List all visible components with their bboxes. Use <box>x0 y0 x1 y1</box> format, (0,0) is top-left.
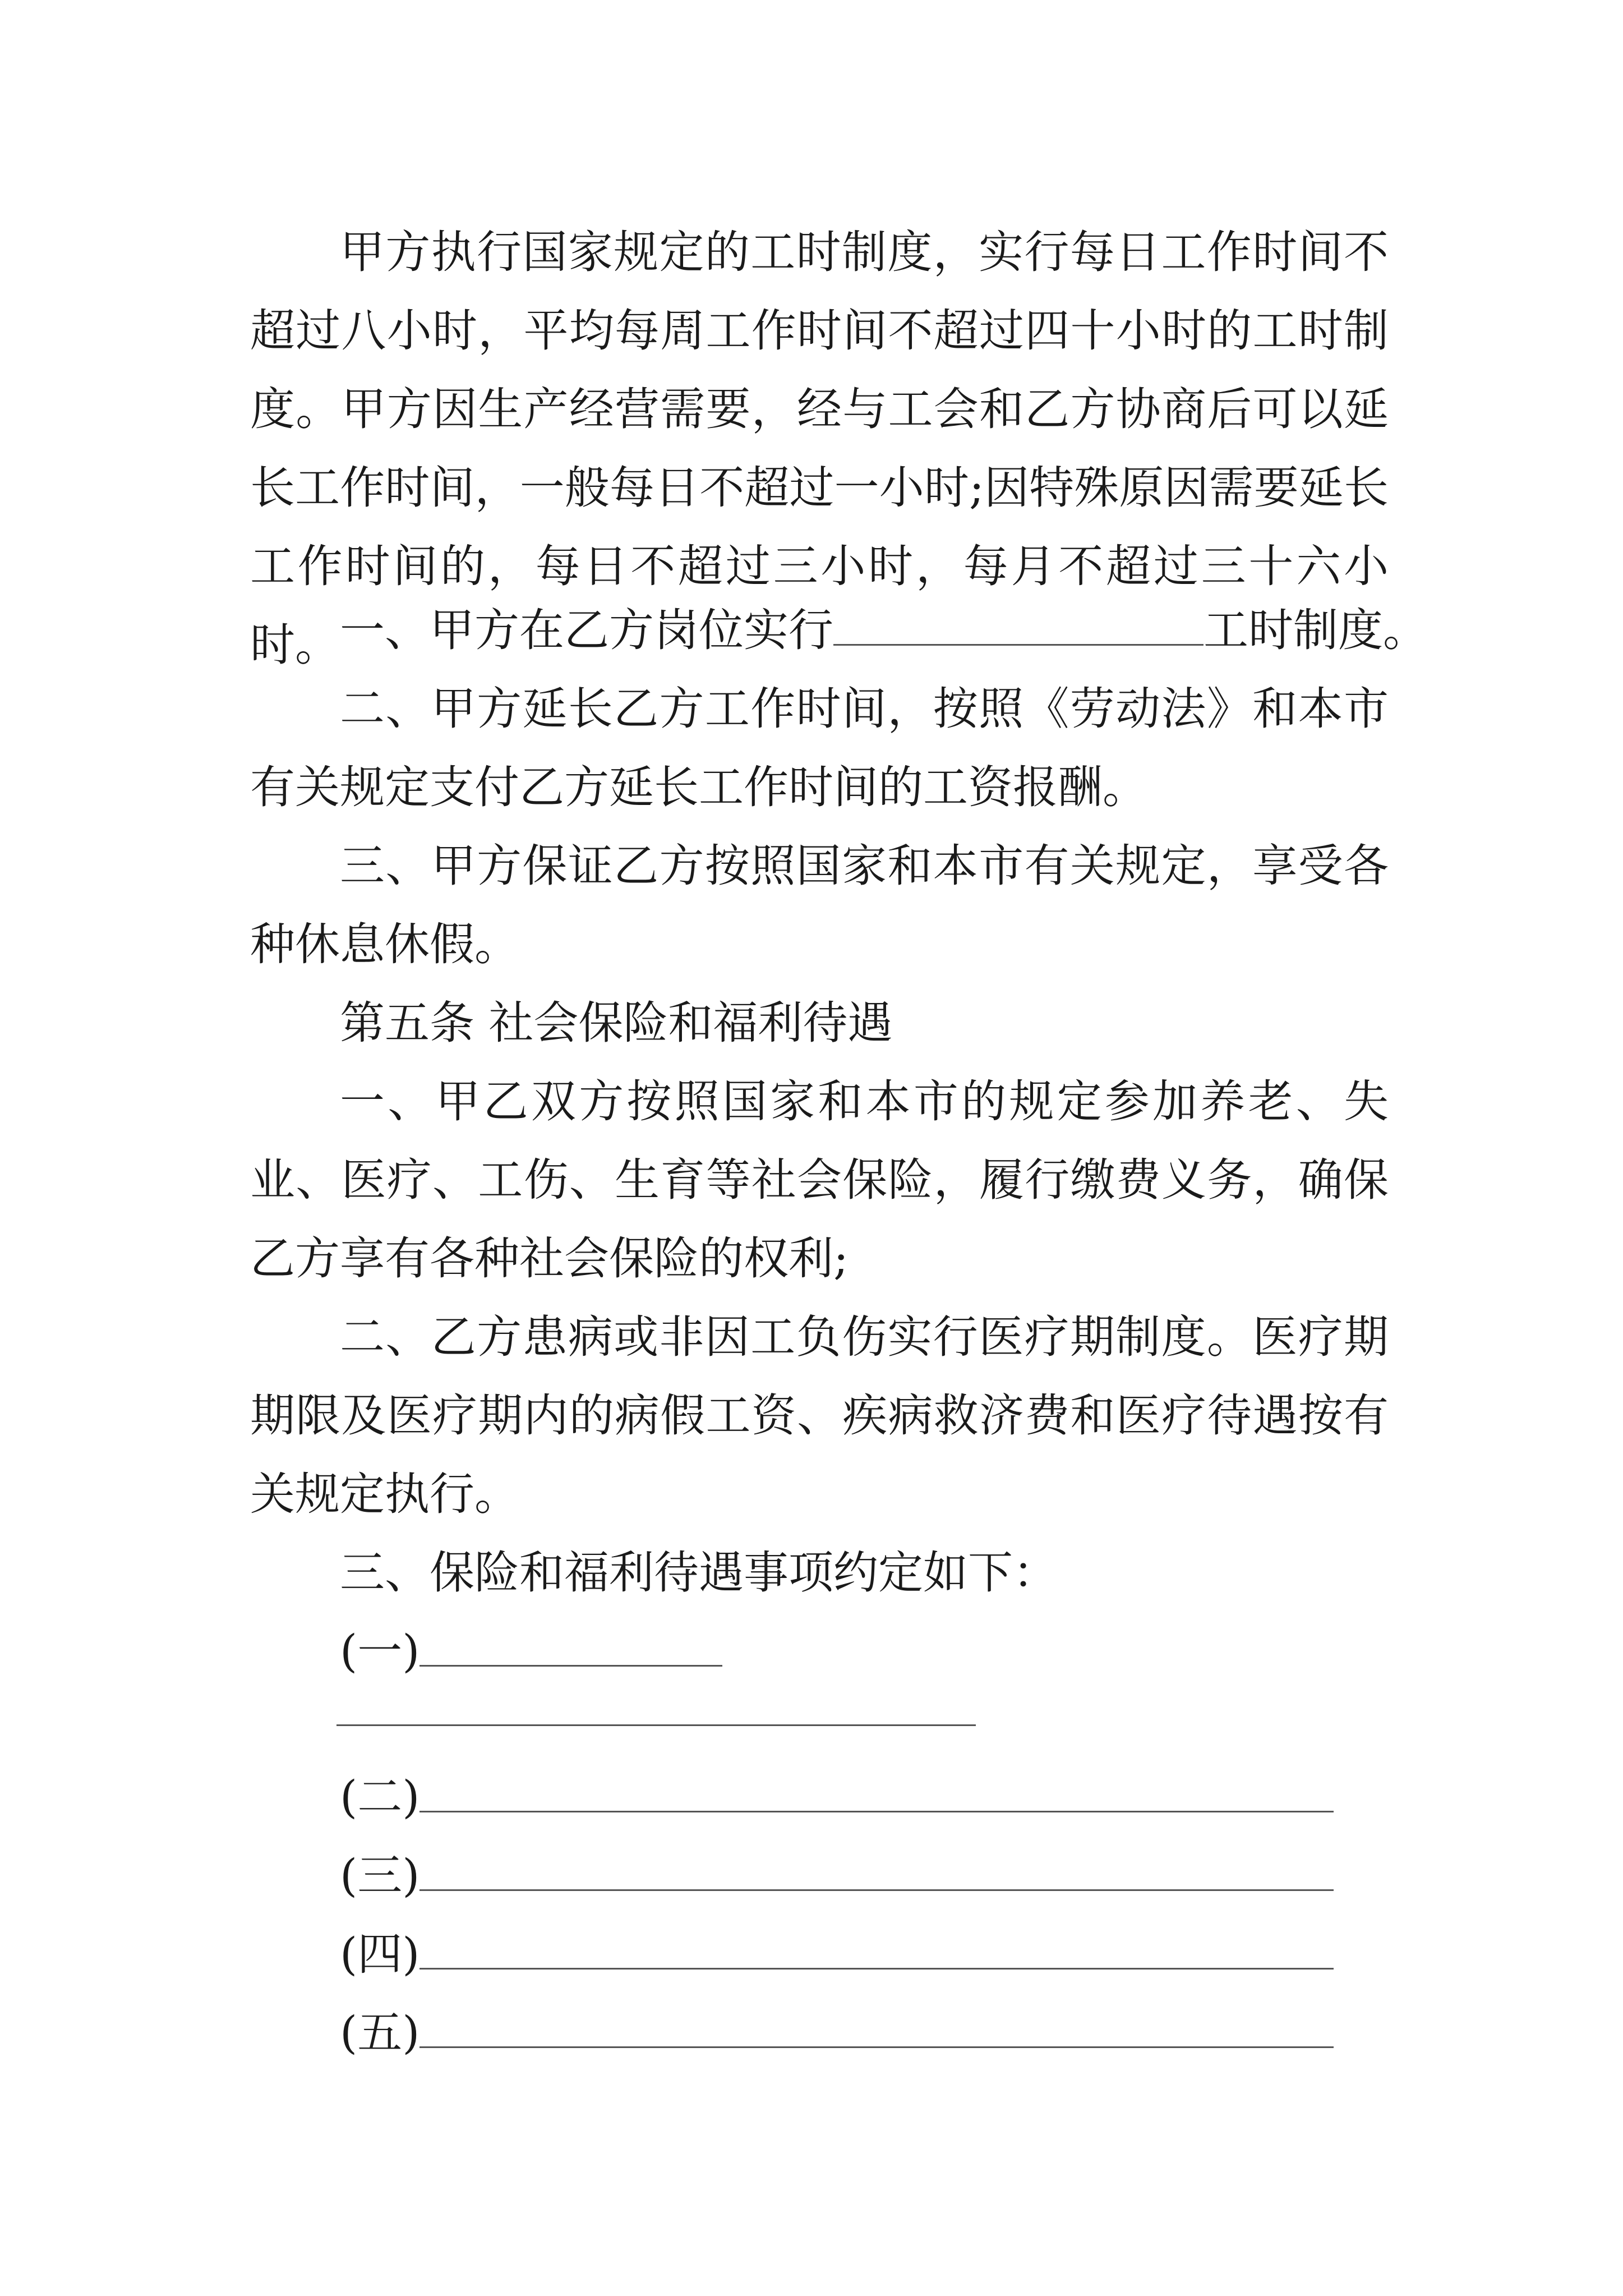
blank-sub-item-2[interactable] <box>419 1767 1334 1812</box>
sub-item-3 <box>340 1837 1334 1915</box>
sub-item-4-label: (四) <box>340 1928 420 1980</box>
a5-item-2-block <box>250 1298 1389 1534</box>
sub-item-1 <box>340 1612 722 1691</box>
sub-item-2-label: (二) <box>340 1771 420 1823</box>
a5-item-3-text: 三、保险和福利待遇事项约定如下： <box>340 1547 1058 1599</box>
blank-sub-item-1-continued[interactable] <box>336 1724 976 1726</box>
blank-sub-item-3[interactable] <box>419 1846 1334 1891</box>
article-5-title: 第五条 社会保险和福利待遇 <box>340 997 893 1049</box>
sub-item-2 <box>340 1758 1334 1837</box>
item-3-block <box>250 827 1389 984</box>
blank-sub-item-5[interactable] <box>419 2003 1334 2048</box>
sub-item-1-label: (一) <box>340 1625 420 1677</box>
item-3-text: 三、甲方保证乙方按照国家和本市有关规定，享受各种休息休假。 <box>250 840 1389 970</box>
sub-item-5-label: (五) <box>340 2007 420 2059</box>
a5-item-1-block <box>250 1062 1389 1298</box>
item-2-block <box>250 670 1389 827</box>
a5-item-1-text: 一、甲乙双方按照国家和本市的规定参加养老、失业、医疗、工伤、生育等社会保险，履行缴费义务，确保乙方享有各种社会保险的权利; <box>250 1075 1389 1285</box>
a5-item-2-text: 二、乙方患病或非因工负伤实行医疗期制度。医疗期期限及医疗期内的病假工资、疾病救济费和医疗待遇按有关规定执行。 <box>250 1311 1389 1520</box>
item-1-line <box>340 591 1428 670</box>
blank-sub-item-1[interactable] <box>419 1621 722 1667</box>
sub-item-3-label: (三) <box>340 1849 420 1902</box>
item-1-prefix: 一、甲方在乙方岗位实行 <box>340 604 833 656</box>
item-2-text: 二、甲方延长乙方工作时间，按照《劳动法》和本市有关规定支付乙方延长工作时间的工资报酬。 <box>250 683 1389 813</box>
sub-item-4 <box>340 1915 1334 1994</box>
paragraph-work-hours: 甲方执行国家规定的工时制度，实行每日工作时间不超过八小时，平均每周工作时间不超过四十小时的工时制度。甲方因生产经营需要，经与工会和乙方协商后可以延长工作时间，一般每日不超过一小时;因特殊原因需要延长工作时间的，每日不超过三小时，每月不超过三十六小时。 <box>250 226 1389 671</box>
item-1-suffix: 工时制度。 <box>1204 604 1428 656</box>
blank-work-hours-system[interactable] <box>833 600 1204 646</box>
sub-item-5 <box>340 1994 1334 2072</box>
blank-sub-item-4[interactable] <box>419 1924 1334 1970</box>
